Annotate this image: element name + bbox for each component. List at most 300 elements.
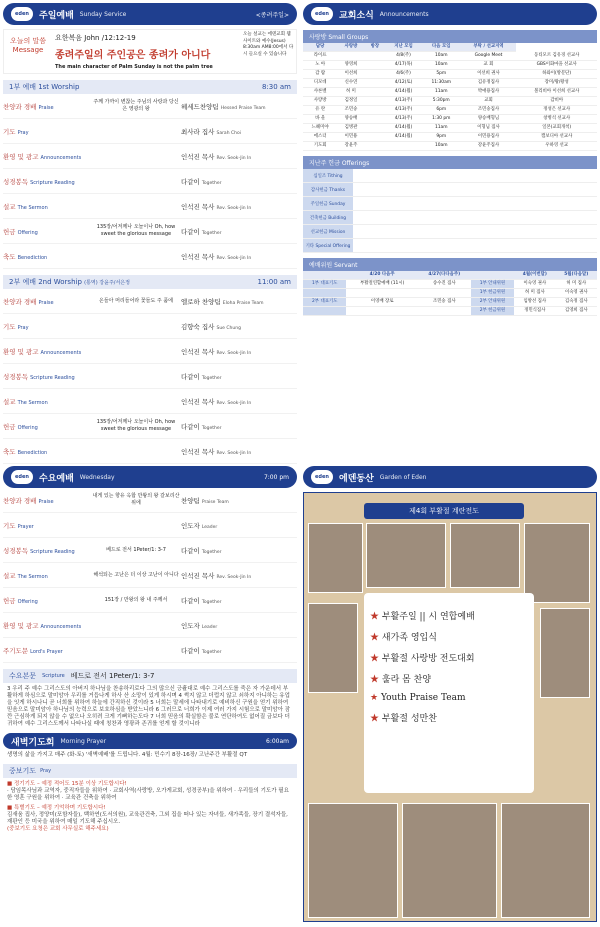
special-prayer-text: 김새움 집사, 정양미(포함자들), 백하연(도서의원), 교육관건축, 그외 집을 떠나 있는 자녀들, 새가족들, 장기 결석자들, 재판인 등 미국을 위하여 매일 기도해 주십시오. [7,812,288,825]
order-leader-ko: 인석진 목사 [181,347,215,356]
table-cell: 우하영 선교 [516,142,597,151]
small-group-col-header: 다음 모임 [422,43,461,52]
announcements-subtitle: Announcements [379,10,429,18]
table-cell: 부활절연합예배 (11시) [346,280,417,289]
order-item-en: Praise [38,498,54,505]
order-item-en: Offering [17,229,38,236]
table-cell: 11am [422,88,461,97]
table-cell: 이형님 집사 [461,124,517,133]
offering-row [303,169,597,183]
intercession-title: 중보기도 [9,767,37,775]
order-leader-en: Rev. Seok-Jin In [216,205,252,211]
order-item-en: Pray [17,324,29,331]
sunday-header [3,3,297,25]
table-row [303,52,597,61]
order-leader-en: Hessed Praise Team [220,105,266,111]
table-cell [418,289,471,298]
table-cell [365,115,385,124]
announcements-panel [303,3,597,463]
table-cell: 4/13(주) [385,106,422,115]
star-icon: ★ [370,714,382,724]
order-item-ko: 찬양과 경배 [3,297,37,306]
wednesday-panel [3,466,297,926]
small-groups-table [303,43,597,151]
offering-row [303,211,597,225]
order-leader-en: Rev. Seok-Jin In [216,400,252,406]
order-item [3,202,91,211]
offerings-en: Offerings [341,160,370,167]
order-item-ko: 헌금 [3,227,16,236]
servant-table [303,271,597,316]
wednesday-header [3,466,297,488]
table-row [303,280,597,289]
table-cell: 정성은 선교사 [516,106,597,115]
order-item-en: Pray [17,129,29,136]
order-item-en: The Sermon [17,399,48,406]
event-item [370,630,528,643]
table-row [303,289,597,298]
star-icon: ★ [370,633,382,643]
table-row [303,124,597,133]
order-leader-en: Together [201,375,222,381]
order-row [3,244,297,269]
table-cell: 6pm [422,106,461,115]
order-leader [181,227,297,236]
wednesday-order [3,488,297,663]
table-cell: 교 회 [461,61,517,70]
order-leader [181,596,297,605]
table-cell [365,70,385,79]
garden-header [303,466,597,488]
order-item-en: Benediction [17,449,48,456]
offering-row [303,183,597,197]
message-label-ko: 오늘의 말씀 [9,37,47,45]
order-item [3,252,91,261]
order-row [3,638,297,663]
order-item-en: Announcements [40,349,82,356]
order-leader [181,496,297,505]
table-cell: 이숙영 권사 [556,289,597,298]
table-cell: 감비아 [516,97,597,106]
order-leader-en: Together [201,599,222,605]
order-item-ko: 설교 [3,202,16,211]
order-detail: 135장/어저께나 오늘이나 Oh, how sweet the glorious message [96,224,176,237]
table-cell: 강윤주 [337,142,364,151]
table-cell: 1부 대표기도 [303,280,346,289]
table-cell: 양승배형님 [461,115,517,124]
offering-label: 주일헌금 Sunday [303,197,353,210]
table-cell [303,289,346,298]
order-detail: 135장/어저께나 오늘이나 Oh, how sweet the glorious message [96,419,176,432]
table-cell: 허 미 집사 [514,289,555,298]
message-box [3,29,297,74]
photo [450,523,520,588]
table-cell [418,307,471,316]
table-cell: 10am [422,142,461,151]
eden-logo-icon: eden [11,470,33,484]
servant-col-header: 4월(이번달) [514,271,555,280]
order-row [3,563,297,588]
small-group-col-header: 지난 모임 [385,43,422,52]
table-cell [346,307,417,316]
event-item [370,651,528,664]
table-cell: 11am [422,124,461,133]
order-row [3,219,297,244]
table-cell: Google Meet [461,52,517,61]
servant-title: 예배위원 [309,262,333,269]
morning-prayer-header [3,733,297,749]
star-icon: ★ [370,654,382,664]
order-item-ko: 성경봉독 [3,177,29,186]
order-row [3,169,297,194]
order-item-ko: 찬양과 경배 [3,496,37,505]
table-cell: 사랑방 [303,97,337,106]
event-item [370,711,528,724]
order-item [3,621,91,630]
photo [308,803,398,918]
table-cell [365,61,385,70]
announcements-title: 교회소식 [339,9,374,20]
offering-label: 선교헌금 Mission [303,225,353,238]
order-row [3,439,297,464]
order-row [3,339,297,364]
order-row [3,513,297,538]
order-row [3,364,297,389]
second-worship-order [3,289,297,464]
order-leader-ko: 엘로하 찬양팀 [181,297,221,306]
order-item [3,177,91,186]
order-leader-ko: 인석진 목사 [181,571,215,580]
scripture-en: Scripture [42,673,65,679]
first-worship-header [3,80,297,94]
table-cell: 신수연 [337,79,364,88]
order-row [3,94,297,119]
table-cell: 캠보디아 선교사 [516,133,597,142]
table-cell: 라이프 [303,52,337,61]
photo [540,608,590,698]
order-leader [181,621,297,630]
event-label: 새가족 영입식 [381,633,437,643]
order-leader [181,521,297,530]
w2-tag: (통역) 강윤주/서은정 [84,280,130,286]
small-groups-title: 사랑방 [309,34,327,41]
order-leader-ko: 다같이 [181,227,200,236]
order-item [3,127,91,136]
order-item [3,397,91,406]
order-leader-en: Together [201,425,222,431]
order-row [3,194,297,219]
table-cell [365,52,385,61]
table-cell: 동티모르 김유경 선교사 [516,52,597,61]
order-row [3,289,297,314]
table-cell: 김병관 [337,124,364,133]
order-item [3,596,91,605]
order-row [3,389,297,414]
order-item-ko: 찬양과 경배 [3,102,37,111]
table-cell: 조민숭 집사 [418,298,471,307]
order-leader-en: Sue Chung [216,325,241,331]
order-leader-en: Sarah Choi [216,130,241,136]
table-cell: 2부 헌금위원 [471,307,514,316]
order-item [3,521,91,530]
order-leader-en: Praise Team [201,499,229,505]
order-item-en: Announcements [40,154,82,161]
order-item [3,152,91,161]
order-detail: 주께 가까이 변찮는 주님의 사랑과 당신은 영광의 왕 [93,99,179,112]
replay-note: 오늘 설교는 에덴교회 웹사이트와 예수(Jesus) 8:30am AM8:00에서 다시 들으실 수 있습니다 [243,32,294,57]
order-item-en: Announcements [40,623,82,630]
order-item-en: Scripture Reading [30,374,75,381]
order-detail: 베드로 전서 1Peter/1: 3-7 [106,546,166,553]
order-leader [181,252,297,261]
table-cell [365,106,385,115]
table-row [303,115,597,124]
eden-logo-icon: eden [11,7,33,21]
order-item [3,546,91,555]
order-leader-en: Eloha Praise Team [222,300,264,306]
order-leader-en: Leader [201,524,218,530]
table-cell: 허 미 [337,88,364,97]
order-item-ko: 기도 [3,322,16,331]
first-worship-order [3,94,297,269]
special-prayer-title: ■ 특별기도 – 예정 기억하며 기도합시다! [7,805,106,811]
table-row [303,88,597,97]
table-row [303,133,597,142]
order-detail: 내게 있는 향유 옥합 만왕의 왕 갈보리산 위에 [92,493,180,506]
intercession-header [3,764,297,778]
order-leader-ko: 다같이 [181,546,200,555]
table-cell [365,79,385,88]
table-cell: 1부 안내위원 [471,280,514,289]
sermon-title-ko: 종려주일의 주인공은 종려가 아니다 [55,50,211,61]
event-label: Youth Praise Team [380,693,466,703]
order-leader-en: Together [201,649,222,655]
order-row [3,414,297,439]
order-item-en: Scripture Reading [30,179,75,186]
table-cell: 박애용집사 [461,88,517,97]
order-item-ko: 성경봉독 [3,372,29,381]
offering-label: 감사헌금 Thanks [303,183,353,196]
garden-banner: 제4회 부활절 계란전도 [364,503,524,519]
table-cell [346,289,417,298]
sunday-title: 주일예배 [39,9,74,20]
w1-time: 8:30 am [261,83,291,91]
order-leader-ko: 인석진 목사 [181,252,215,261]
message-label-en: Message [12,46,44,54]
table-cell [365,88,385,97]
table-cell [303,307,346,316]
table-cell: 이숙영 권사 [514,280,555,289]
garden-title: 에덴동산 [339,472,374,483]
order-leader-ko: 인석진 목사 [181,447,215,456]
table-cell: 1:30 pm [422,115,461,124]
order-leader-en: Together [201,230,222,236]
order-item [3,447,91,456]
offering-row [303,239,597,253]
order-item-ko: 주기도문 [3,646,29,655]
order-item-en: Praise [38,104,54,111]
servant-en: Servant [334,262,358,269]
table-cell: 이선희 권사 [461,70,517,79]
photo [501,803,590,918]
table-cell: 4/14(월) [385,124,422,133]
table-cell: 기도회 [303,142,337,151]
order-leader [181,571,297,580]
order-item [3,372,91,381]
table-cell [385,142,422,151]
order-item-ko: 축도 [3,252,16,261]
order-leader-ko: 최사라 집사 [181,127,215,136]
table-cell: 1부 헌금위원 [471,289,514,298]
table-cell: 하와이(방문단) [516,70,597,79]
table-cell: GBS이화마을 선교사 [516,61,597,70]
order-leader-ko: 다같이 [181,596,200,605]
small-group-col-header: 사랑방 [337,43,364,52]
servant-header [303,258,597,271]
order-leader [181,447,297,456]
order-leader [181,297,297,306]
order-item [3,322,91,331]
morning-prayer-en: Morning Prayer [60,737,107,745]
w2-en: 2nd Worship [38,278,82,286]
w1-en: 1st Worship [38,83,80,91]
table-cell: 5:30pm [422,97,461,106]
table-cell: 5pm [422,70,461,79]
table-cell: 양승배 [337,115,364,124]
order-row [3,119,297,144]
photo [308,523,363,593]
table-cell: 양영희 [337,61,364,70]
order-item [3,422,91,431]
small-groups-header [303,30,597,43]
morning-prayer-text: 생명의 삶을 가지고 매주 (화-토) '새벽예배'를 드립니다. 4월: 민수기 8장-16장/ 고난주간 부활절 QT [7,752,248,758]
table-cell: 4/14(월) [385,88,422,97]
order-leader-en: Rev. Seok-Jin In [216,255,252,261]
photo [524,523,590,603]
w2-time: 11:00 am [257,278,291,286]
small-groups-en: Small Groups [328,34,369,41]
table-row [303,79,597,88]
photo [402,803,497,918]
event-label: 부활주일 || 시 연합예배 [381,612,475,622]
small-group-col-header: 담당 [303,43,337,52]
order-leader [181,422,297,431]
order-leader [181,372,297,381]
small-group-col-header: 부탁 / 선교지역 [461,43,517,52]
table-cell: 에스더 [303,133,337,142]
event-label: 부활절 사랑방 전도대회 [381,654,475,664]
offerings-title: 지난주 헌금 [309,160,340,167]
table-cell: 이선희 [337,70,364,79]
order-leader-en: Together [201,180,222,186]
order-row [3,144,297,169]
order-item-en: The Sermon [17,204,48,211]
servant-col-header: 5월(다음달) [556,271,597,280]
order-leader [181,397,297,406]
order-item-en: Prayer [17,523,34,530]
order-item-ko: 기도 [3,127,16,136]
order-leader-ko: 인석진 목사 [181,397,215,406]
order-leader-ko: 인석진 목사 [181,152,215,161]
event-label: 훌라 몸 찬양 [381,675,432,685]
table-row [303,307,597,316]
regular-prayer-title: ■ 정기기도 – 예정 적어도 15분 이상 기도합시다! [7,781,127,787]
table-cell: 4/13(주) [385,115,422,124]
star-icon: ★ [370,675,382,685]
table-cell: 10am [422,61,461,70]
order-leader [181,102,297,111]
order-detail: 해석되는 고난은 더 이상 고난이 아니다 [93,571,179,578]
sermon-title-en: The main character of Palm Sunday is not the palm tree [55,64,213,70]
servant-col-header: 4/27(다다음주) [418,271,471,280]
order-item-ko: 환영 및 광고 [3,152,39,161]
small-group-col-header: 방장 [365,43,385,52]
verse-ref: 요한복음 John /12:12-19 [55,34,136,42]
offerings-list [303,169,597,253]
table-cell: 이민용 [337,133,364,142]
scripture-header [3,669,297,683]
order-leader [181,202,297,211]
order-leader-ko: 다같이 [181,177,200,186]
table-cell: 바 울 [303,115,337,124]
order-leader [181,347,297,356]
order-item-ko: 헌금 [3,422,16,431]
order-item-en: Benediction [17,254,48,261]
event-label: 부활절 성만찬 [381,714,437,724]
table-cell: 교회 [461,97,517,106]
order-item-en: Offering [17,598,38,605]
star-icon: ★ [370,693,381,703]
table-cell: 10am [422,52,461,61]
photo-collage [303,492,597,922]
table-row [303,61,597,70]
event-item [370,672,528,685]
photo [366,523,446,588]
order-leader [181,546,297,555]
table-row [303,298,597,307]
table-row [303,142,597,151]
table-cell [365,124,385,133]
announcements-header [303,3,597,25]
table-cell: 노 아 [303,61,337,70]
w1-title: 1부 예배 [9,83,36,91]
order-item-ko: 환영 및 광고 [3,621,39,630]
table-cell: 송수진 집사 [418,280,471,289]
order-row [3,538,297,563]
star-icon: ★ [370,612,382,622]
servant-col-header: 4/20 다음주 [346,271,417,280]
order-item-ko: 성경봉독 [3,546,29,555]
order-row [3,488,297,513]
order-leader-en: Rev. Seok-Jin In [216,574,252,580]
order-item [3,496,91,505]
event-item [370,693,528,703]
order-item [3,646,91,655]
second-worship-header [3,275,297,289]
table-cell: 9pm [422,133,461,142]
intercession-body [3,778,297,836]
offerings-header [303,156,597,169]
scripture-text: 3 우리 주 예수 그리스도의 아버지 하나님을 찬송하리로다 그의 많으신 긍휼대로 예수 그리스도를 죽은 자 가운데서 부활하게 하심으로 말미암아 우리를 거듭나게 하사 산 소망이 있게 하시며 4 썩지 않고 더럽지 않고 쇠하지 아니하는 유업을 잇게 하시나니 곧 너희를 위하여 하늘에 간직하신 것이라 5 너희는 말세에 나타내기로 예비하신 구원을 얻기 위하여 믿음으로 말미암아 하나님의 능력으로 보호하심을 받았느니라 6 그러므로 너희가 이제 여러 가지 시험으로 말미암아 잠깐 근심하게 되지 않을 수 없으나 오히려 크게 기뻐하는도다 7 너희 믿음의 확실함은 불로 연단하여도 없어질 금보다 더 귀하여 예수 그리스도께서 나타나실 때에 칭찬과 영광과 존귀를 얻게 할 것이니라 [7,686,291,727]
table-cell [337,52,364,61]
order-item-ko: 설교 [3,571,16,580]
sunday-subtitle: Sunday Service [79,10,127,18]
table-cell: 느헤미야 [303,124,337,133]
table-cell: 조민숭집사 [461,106,517,115]
table-cell: 이민용집사 [461,133,517,142]
order-leader-ko: 인석진 목사 [181,202,215,211]
eden-logo-icon: eden [311,470,333,484]
